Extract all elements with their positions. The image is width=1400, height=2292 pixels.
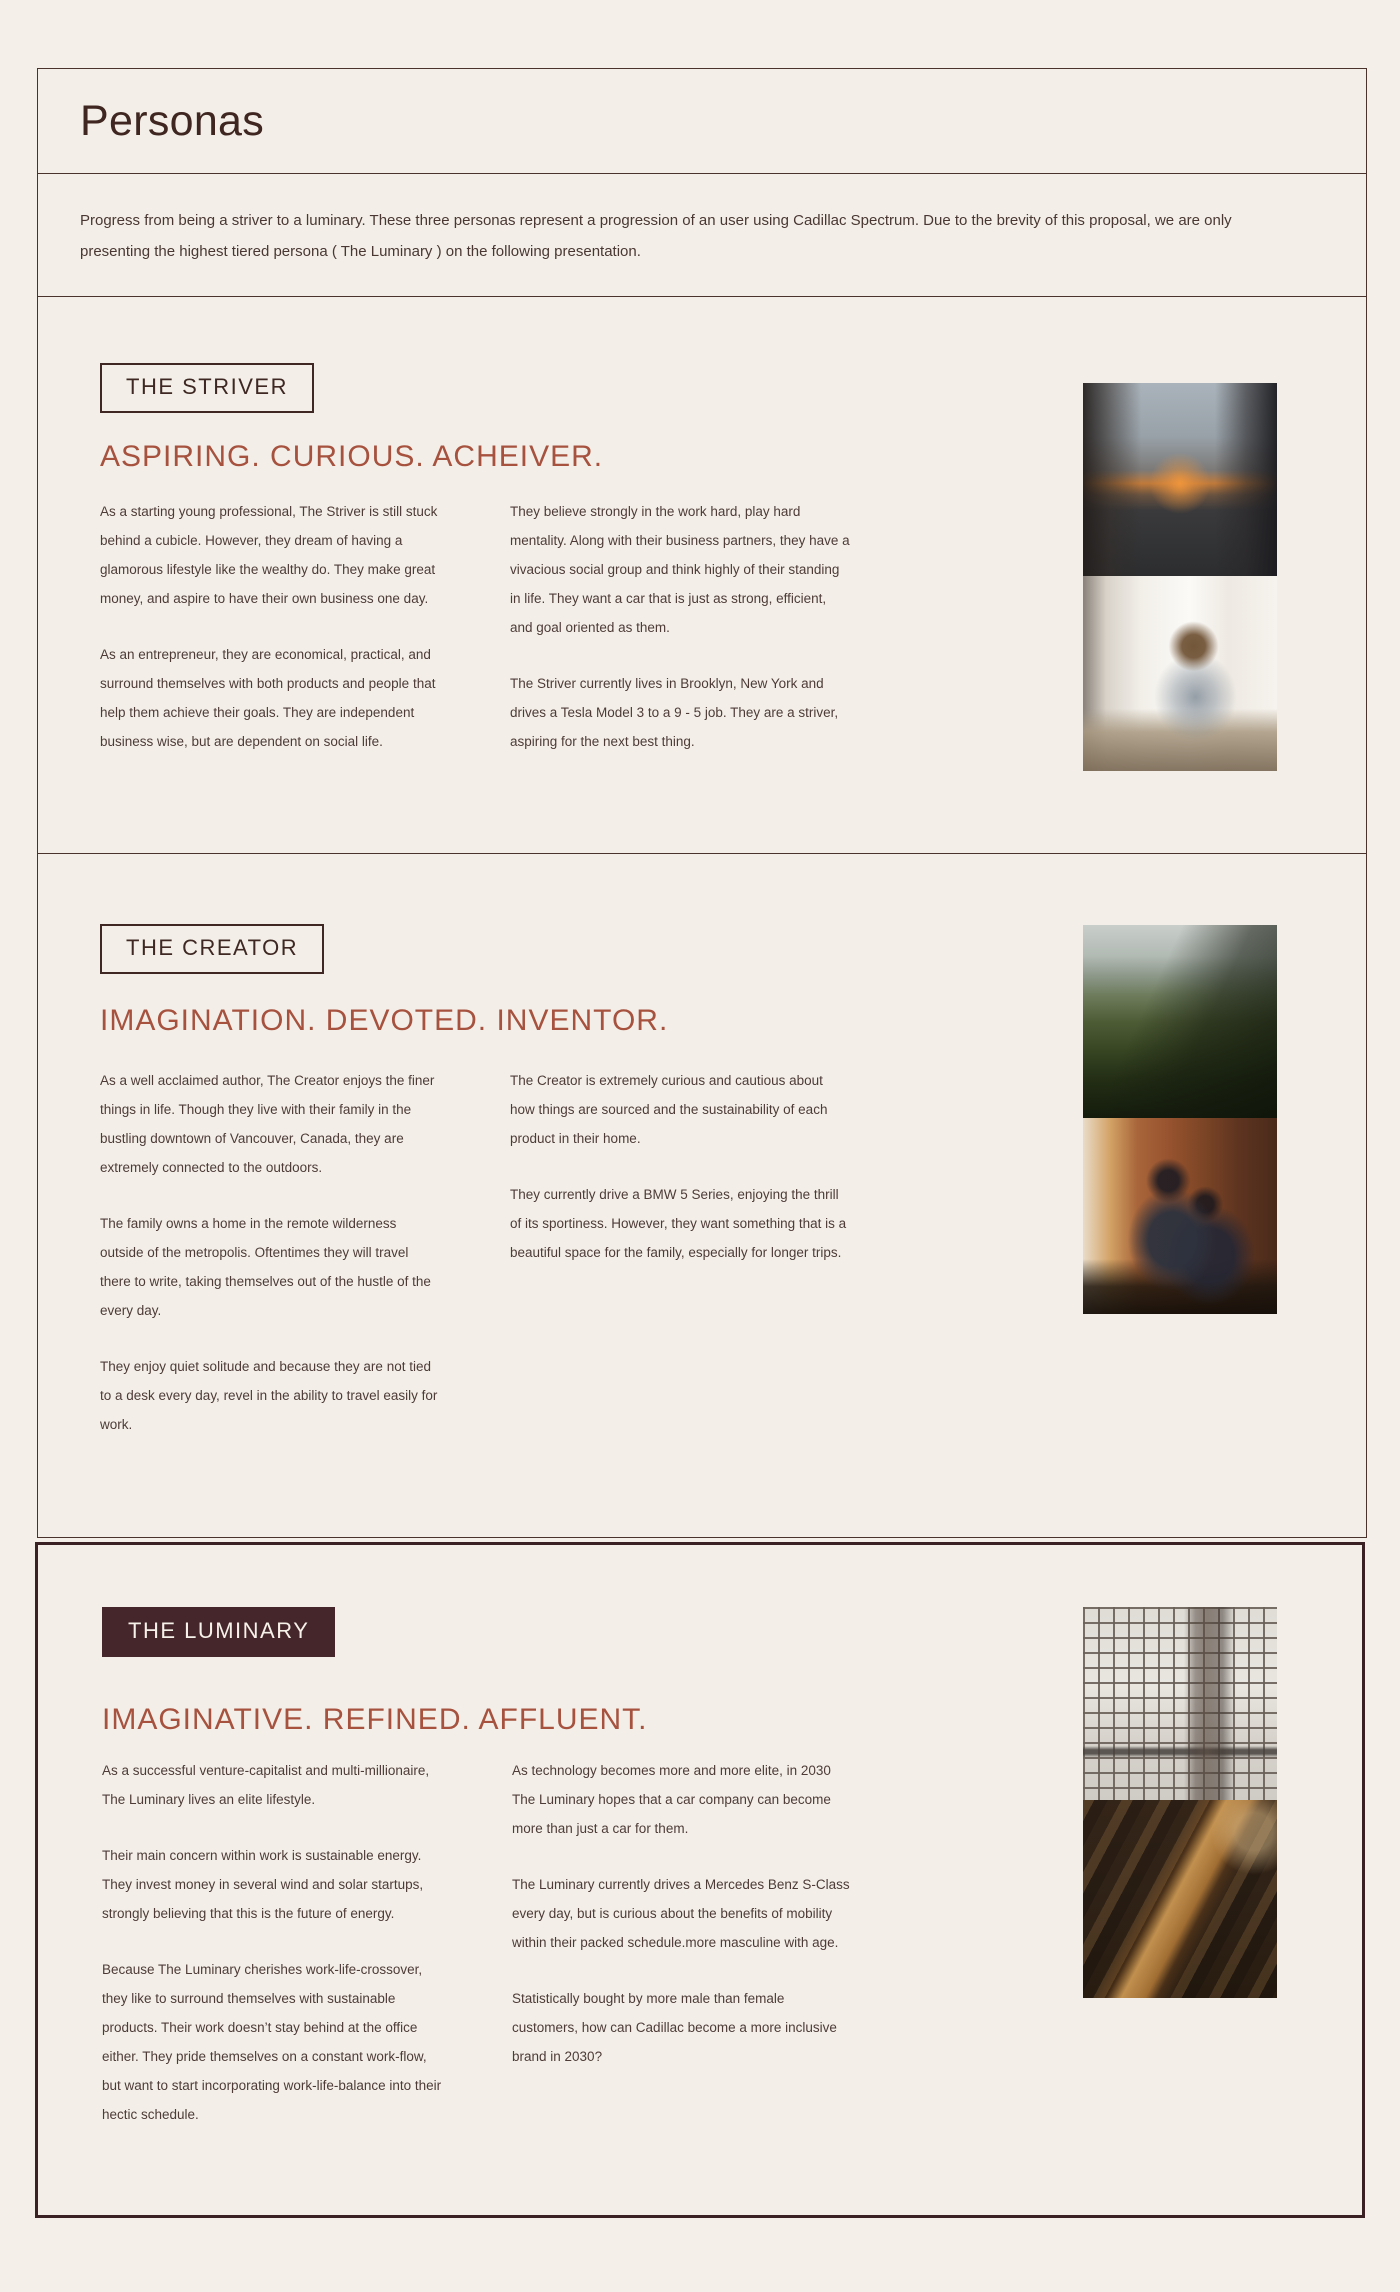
persona-tagline-luminary: IMAGINATIVE. REFINED. AFFLUENT. bbox=[102, 1703, 648, 1736]
glass-atrium-photo bbox=[1083, 1607, 1277, 1800]
title-row bbox=[38, 69, 1366, 174]
persona-label-striver: THE STRIVER bbox=[100, 363, 314, 413]
kitchen-couple-photo bbox=[1083, 1118, 1277, 1314]
paragraph: They believe strongly in the work hard, play hard mentality. Along with their business partners, they have a vivacious social group and think highly of their standing in life. They want a car that is just as strong, efficient, and goal oriented as them. bbox=[510, 504, 850, 635]
paragraph: Their main concern within work is sustainable energy. They invest money in several wind and solar startups, strongly believing that this is the future of energy. bbox=[102, 1848, 424, 1921]
persona-tagline-striver: ASPIRING. CURIOUS. ACHEIVER. bbox=[100, 440, 604, 473]
intro-row bbox=[38, 174, 1366, 297]
persona-tagline-creator: IMAGINATION. DEVOTED. INVENTOR. bbox=[100, 1004, 669, 1037]
persona-label-creator: THE CREATOR bbox=[100, 924, 324, 974]
paragraph: As a successful venture-capitalist and multi-millionaire, The Luminary lives an elite lifestyle. bbox=[102, 1763, 430, 1807]
luminary-right-column bbox=[512, 1756, 852, 2156]
luminary-photo-column bbox=[1083, 1607, 1277, 1998]
luminary-text-columns bbox=[102, 1756, 852, 2156]
creator-left-column bbox=[100, 1066, 440, 1466]
paragraph: As a well acclaimed author, The Creator enjoys the finer things in life. Though they live with their family in the bustling downtown of Vancouver, Canada, they are extremely connected to the outdoors. bbox=[100, 1073, 435, 1175]
staircase-hand-photo bbox=[1083, 1800, 1277, 1998]
section-luminary bbox=[35, 1542, 1365, 2218]
paragraph: As technology becomes more and more elite, in 2030 The Luminary hopes that a car company can become more than just a car for them. bbox=[512, 1763, 831, 1836]
striver-text-columns bbox=[100, 497, 850, 783]
paragraph: Statistically bought by more male than female customers, how can Cadillac become a more inclusive brand in 2030? bbox=[512, 1991, 837, 2064]
striver-right-column bbox=[510, 497, 850, 783]
striver-photo-column bbox=[1083, 383, 1277, 771]
luminary-inner bbox=[38, 1545, 1362, 2215]
striver-left-column bbox=[100, 497, 440, 783]
creator-text-columns bbox=[100, 1066, 850, 1466]
paragraph: The Creator is extremely curious and cautious about how things are sourced and the sustainability of each product in their home. bbox=[510, 1073, 828, 1146]
paragraph: The Luminary currently drives a Mercedes Benz S-Class every day, but is curious about the benefits of mobility within their packed schedule.more masculine with age. bbox=[512, 1877, 850, 1950]
luminary-left-column bbox=[102, 1756, 442, 2156]
paragraph: They currently drive a BMW 5 Series, enjoying the thrill of its sportiness. However, they want something that is a beautiful space for the family, especially for longer trips. bbox=[510, 1187, 847, 1260]
paragraph: Because The Luminary cherishes work-life-crossover, they like to surround themselves with sustainable products. Their work doesn’t stay behind at the office either. They pride themselves on a constant work-flow, but want to start incorporating work-life-balance into their hectic schedule. bbox=[102, 1962, 442, 2122]
section-creator bbox=[38, 854, 1366, 1537]
paragraph: They enjoy quiet solitude and because they are not tied to a desk every day, revel in the ability to travel easily for work. bbox=[100, 1359, 438, 1432]
mountain-valley-photo bbox=[1083, 925, 1277, 1118]
page-title: Personas bbox=[80, 96, 265, 145]
paragraph: As an entrepreneur, they are economical, practical, and surround themselves with both products and people that help them achieve their goals. They are independent business wise, but are dependent on social life. bbox=[100, 647, 436, 749]
section-striver bbox=[38, 297, 1366, 854]
paragraph: The family owns a home in the remote wilderness outside of the metropolis. Oftentimes they will travel there to write, taking themselves out of the hustle of the every day. bbox=[100, 1216, 431, 1318]
intro-paragraph: Progress from being a striver to a luminary. These three personas represent a progression of an user using Cadillac Spectrum. Due to the brevity of this proposal, we are only presenting the highest tiered persona ( The Luminary ) on the following presentation. bbox=[80, 212, 1232, 260]
cafe-window-photo bbox=[1083, 576, 1277, 771]
page-frame bbox=[37, 68, 1367, 1538]
paragraph: As a starting young professional, The Striver is still stuck behind a cubicle. However, they dream of having a glamorous lifestyle like the wealthy do. They make great money, and aspire to have their own business one day. bbox=[100, 504, 438, 606]
paragraph: The Striver currently lives in Brooklyn, New York and drives a Tesla Model 3 to a 9 - 5 job. They are a striver, aspiring for the next best thing. bbox=[510, 676, 839, 749]
creator-photo-column bbox=[1083, 925, 1277, 1314]
creator-right-column bbox=[510, 1066, 850, 1466]
city-street-photo bbox=[1083, 383, 1277, 576]
persona-label-luminary: THE LUMINARY bbox=[102, 1607, 335, 1657]
